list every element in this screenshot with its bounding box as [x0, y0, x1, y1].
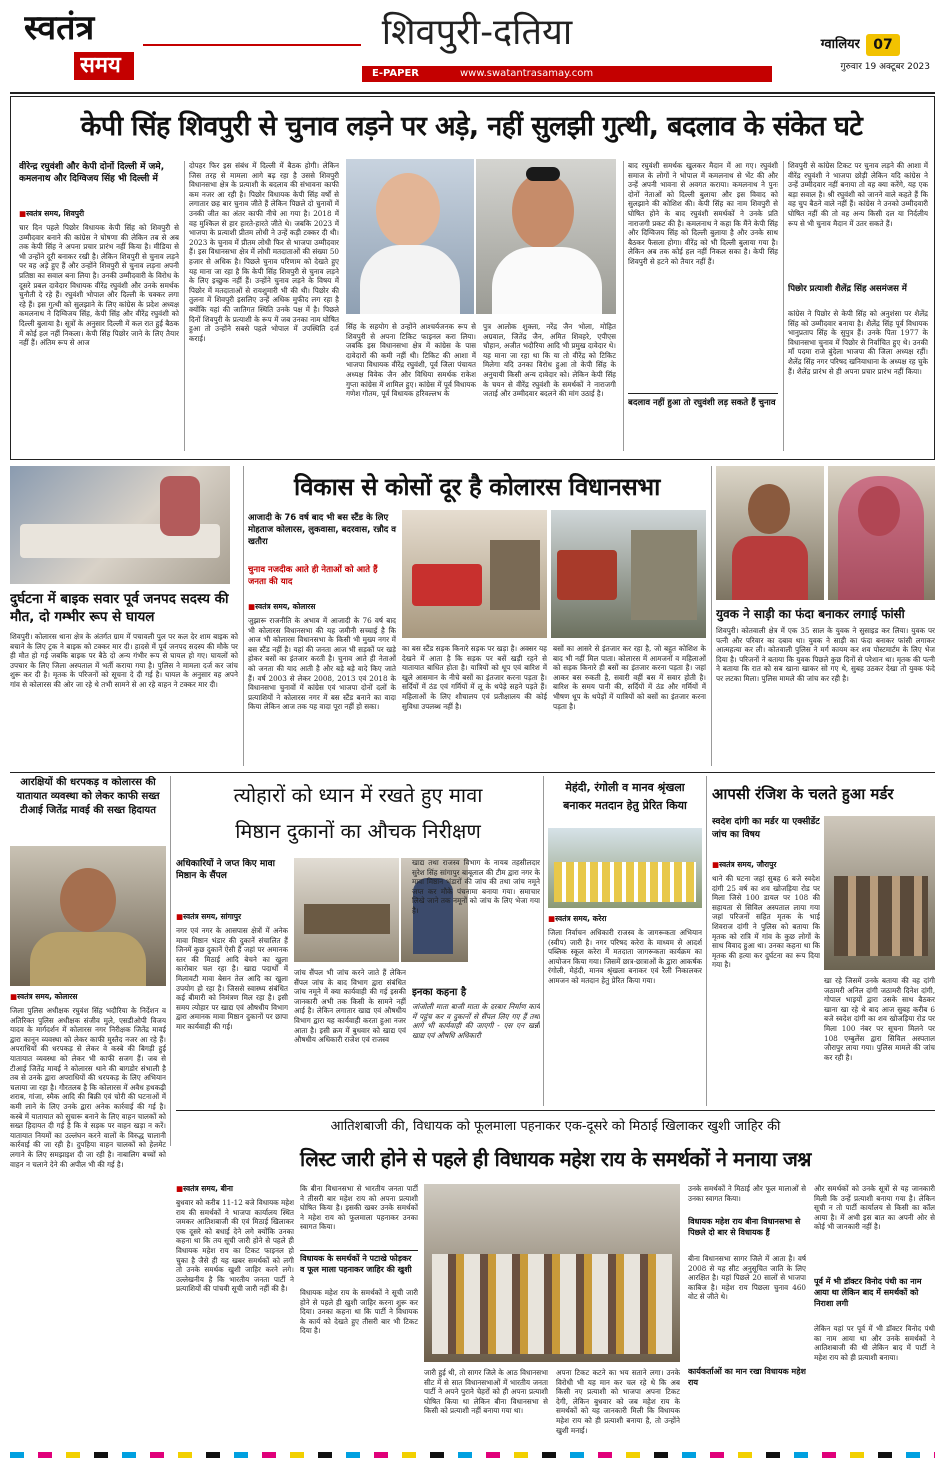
- story6-quote-label: इनका कहना है: [412, 987, 467, 998]
- story6-col2: जांच सैंपल भी जांच करने जाते हैं लेकिन सैंपल जांच के बाद विभाग द्वारा संबंधित जांच नमूने में क्या कार्यवाही की गई इसकी जानकारी अभी तक किसी के सामने नहीं आई है। लेकिन लगातार खाद्य एवं औषधीय विभाग द्वारा यह कार्यवाही करता हुआ नजर आता है। इसी क्रम में बुधवार को खाद्य एवं औषधीय अधिकारी राजेश एवं राजस्व: [294, 968, 406, 1045]
- bus-shape: [557, 550, 617, 600]
- photo-young-man: [716, 466, 824, 600]
- logo: [24, 8, 134, 84]
- story8-headline: आपसी रंजिश के चलते हुआ मर्डर: [712, 785, 894, 803]
- story6-sub: अधिकारियों ने जप्त किए मावा मिष्ठान के सैंपल: [176, 859, 275, 881]
- story4-headline: युवक ने साड़ी का फंदा बनाकर लगाई फांसी: [716, 607, 905, 621]
- photo-kp-singh: [346, 159, 474, 314]
- crowd-shape: [432, 1254, 672, 1354]
- page-number: 07: [866, 34, 900, 56]
- story9-kicker: आतिशबाजी की, विधायक को फूलमाला पहनाकर एक-दूसरे को मिठाई खिलाकर खुशी जाहिर की: [330, 1119, 781, 1134]
- photo-inspection-office: [294, 858, 399, 962]
- story3-headline: विकास से कोसों दूर है कोलारस विधानसभा: [294, 473, 660, 501]
- masthead: [0, 0, 945, 88]
- story8-sub: स्वदेश दांगी का मर्डर या एक्सीडेंट जांच का विषय: [712, 817, 820, 840]
- col-divider: [184, 161, 185, 451]
- masthead-rule-left: [143, 44, 361, 46]
- shop-shape: [490, 540, 540, 610]
- logo-line1: स्वतंत्र: [24, 8, 95, 48]
- story5-byline: ■ स्वतंत्र समय, कोलारस: [10, 992, 166, 1002]
- face-shape: [376, 173, 440, 247]
- story9-col6b: लेकिन यहां पर पूर्व में भी डॉक्टर विनोद पंथी का नाम आया था और उनके समर्थकों ने आतिशबाजी की थी लेकिन बाद में पार्टी ने महेश राय को ही प्रत्याशी बनाया।: [814, 1324, 935, 1362]
- issue-date: गुरुवार 19 अक्टूबर 2023: [840, 62, 930, 72]
- story4-text: शिवपुरी। कोतवाली क्षेत्र में एक 35 साल के युवक ने सुसाइड कर लिया। युवक पर पत्नी और परिवार का दबाव था। युवक ने साड़ी का फंदा बनाकर फांसी लगाकर आत्महत्या कर ली। कोतवाली पुलिस ने मर्ग कायम कर शव पोस्टमार्टम के लिए भेज दिया है। परिजनों ने बताया कि युवक पिछले कुछ दिनों से परेशान था। मृतक की पत्नी ने बताया कि रात को सब खाना खाकर सो गए थे, सुबह उठकर देखा तो युवक फंदे पर लटका मिला। पुलिस मामले की जांच कर रही है।: [716, 626, 935, 683]
- table-shape: [304, 904, 390, 934]
- row2-rule: [10, 772, 935, 773]
- story3-sub2: चुनाव नजदीक आते ही नेताओं को आते हैं जनता की याद: [248, 565, 378, 587]
- story8-byline: ■ स्वतंत्र समय, जौरापुर: [712, 860, 820, 870]
- col-divider: [243, 466, 244, 766]
- edition-title: शिवपुरी-दतिया: [381, 12, 573, 53]
- story3-col2: का बस स्टैंड सड़क किनारे सड़क पर खड़ा है। अक्सर यह देखने में आता है कि सड़क पर बसें खड़ी रहने से यातायात बाधित होता है। यात्रियों को धूप एवं बारिश में खुले आसमान के नीचे बसों का इंतजार करना पड़ता है। सर्दियों में ठंड एवं गर्मियों में लू के थपेड़े सहने पड़ते हैं। महिलाओं के लिए शौचालय एवं प्रतीक्षालय की कोई सुविधा उपलब्ध नहीं है।: [402, 644, 547, 711]
- epaper-label: E-PAPER: [372, 68, 419, 79]
- story9-sub-c5: विधायक महेश राय बीना विधानसभा से पिछले दो बार से विधायक हैं: [688, 1217, 801, 1237]
- story9-col1: बुधवार को करीब 11-12 बजे विधायक महेश राय की समर्थकों ने भाजपा कार्यालय स्थित जमकर आतिशबाजी की एवं मिठाई खिलाकर एक दूसरे को बधाई देने लगे क्योंकि उनका कहना था कि तय सूची जारी होने से पहले ही विधायक महेश राय का टिकट फाइनल हो चुका है जैसे ही यह खबर समर्थकों को लगी तो उनके समर्थक खुशी जाहिर करने लगे। उल्लेखनीय है कि भारतीय जनता पार्टी ने प्रत्याशियों की पांचवी सूची जारी नहीं की है।: [176, 1198, 294, 1294]
- face-shape: [512, 173, 574, 249]
- photo-students-rally: [548, 828, 702, 908]
- story6-headline-line1: त्योहारों को ध्यान में रखते हुए मावा: [233, 783, 483, 807]
- story1-sub2: पिछोर प्रत्याशी शैलेंद्र सिंह असमंजस में: [788, 284, 907, 294]
- story2: [10, 466, 238, 768]
- story9-headline: लिस्ट जारी होने से पहले ही विधायक महेश राय के समर्थकों ने मनाया जश्न: [300, 1147, 811, 1171]
- photo-bus-stand-crowd: [551, 510, 706, 638]
- story1-col4: पुत्र आलोक शुक्ला, नरेंद्र जैन भोला, मोहित अग्रवाल, जितेंद्र जैन, अमित शिवहरे, एपीएस चौहान, अजीत भदौरिया आदि भी प्रमुख दावेदार थे। यह माना जा रहा था कि या तो वीरेंद्र को टिकिट मिलेगा यदि उनका विरोध हुआ तो केपी सिंह के अनुयायी किसी अन्य दावेदार को। लेकिन केपी सिंह के चयन से वीरेंद्र रघुवंशी के समर्थकों ने नाराजगी जताई और उम्मीदवार बदलने की मांग उठाई है।: [483, 322, 616, 399]
- story2-text: शिवपुरी। कोलारस थाना क्षेत्र के अंतर्गत ग्राम में पचावली पुल पर कल देर शाम बाइक को बचाने के लिए ट्रक ने बाइक को टक्कर मार दी। हादसे में पूर्व जनपद सदस्य की मौके पर ही मौत हो गई जबकि बाइक पर बैठे दो अन्य गंभीर रूप से घायल हो गए। घायलों को उपचार के लिए जिला अस्पताल में भर्ती कराया गया है। पुलिस ने मामला दर्ज कर जांच शुरू कर दी है। मृतक के परिजनों को सूचना दे दी गई है। घायल के अनुसार वह अपने गांव से कोलारस की ओर जा रहे थे तभी सामने से आ रहे वाहन ने टक्कर मार दी।: [10, 632, 238, 689]
- col-divider: [711, 466, 712, 766]
- face-shape: [60, 868, 116, 932]
- masthead-rule: [10, 92, 935, 94]
- uniform-shape: [30, 932, 146, 986]
- website-url[interactable]: www.swatantrasamay.com: [460, 68, 594, 79]
- story4: [716, 466, 935, 768]
- kurta-shape: [492, 247, 602, 314]
- story1-subhead: वीरेन्द्र रघुवंशी और केपी दोनों दिल्ली में जमे, कमलनाथ और दिग्विजय सिंह भी दिल्ली में: [19, 162, 165, 184]
- students-shape: [554, 862, 696, 902]
- story9-col2: कि बीना विधानसभा से भारतीय जनता पार्टी ने तीसरी बार महेश राय को अपना प्रत्याशी घोषित किया है। इसकी खबर उनके समर्थकों ने महेश राय को फूलमाला पहनाकर उनका स्वागत किया।: [300, 1184, 418, 1232]
- story9-col3: जारी हुई थी, तो सागर जिले के आठ विधानसभा सीट में से सात विधानसभाओं में भारतीय जनता पार्टी ने अपने पुराने चेहरों को ही अपना प्रत्याशी घोषित किया था लेकिन बीना विधानसभा से किसी को प्रत्याशी नहीं बनाया गया था।: [424, 1368, 548, 1416]
- shirt-shape: [732, 536, 808, 600]
- col-divider: [543, 776, 544, 1106]
- story6-col3: खाद्य तथा राजस्व विभाग के नायब तहसीलदार सुरेश सिंह सांगापुर बाबूलाल की टीम द्वारा नगर के मावा मिष्ठान भंडारों की जांच की तथा जांच नमूने जप्त कर मौके पंचनामा बनाया गया। समाचार लिखे जाने तक नमूनों को जांच के लिए भेजा गया है।: [412, 858, 540, 915]
- story6-quote: जांजोली माता बाजी माता के दरबार निर्माण कार्य में पहुंच कर व दुकानों से सैंपल लिए गए हैं तथा आगे भी कार्यवाही की जाएगी - एस एन खन्नी खाद्य एवं औषधि अधिकारी: [412, 1002, 540, 1040]
- story8: [712, 776, 935, 1106]
- face-shape: [748, 484, 790, 534]
- story7-headline-line2: बनाकर मतदान हेतु प्रेरित किया: [563, 799, 687, 812]
- story1-col6b: कांग्रेस ने पिछोर से केपी सिंह को अनुशंसा पर शैलेंद्र सिंह को उम्मीदवार बनाया है। शैलेंद्र सिंह पूर्व विधायक भानुप्रताप सिंह के सुपुत्र हैं। उनके पिता 1977 के विधानसभा चुनाव में पिछोर से निर्वाचित हुए थे। उनकी माँ पदमा राजे बुंदेला भाजपा की जिला अध्यक्ष रहीं। शैलेंद्र सिंह नगर परिषद खनियाधाना के अध्यक्ष रह चुके हैं। शैलेंद्र प्रारंभ से ही अपना प्रचार प्रारंभ नहीं किया।: [788, 309, 928, 376]
- crowd-shape: [834, 876, 928, 956]
- story1-col3: सिंह के सहयोग से उन्होंने आश्चर्यजनक रूप से शिवपुरी से अपना टिकिट फाइनल करा लिया। जबकि इस विधानसभा क्षेत्र में कांग्रेस के पास दावेदारों की कमी नहीं थी। टिकिट की आशा में भाजपा विधायक वीरेंद्र रघुवंशी, पूर्व जिला पंचायत अध्यक्ष विवेक जैन और विधिया समर्थक राकेश गुप्ता कांग्रेस में शामिल हुए। कांग्रेस में पूर्व विधायक गणेश गौतम, पूर्व विधायक हरिवल्लभ के: [346, 322, 476, 399]
- story5: [10, 776, 166, 1436]
- story1-byline: ■ स्वतंत्र समय, शिवपुरी: [19, 209, 179, 219]
- story9-col5b: बीना विधानसभा सागर जिले में आता है। वर्ष 2008 से यह सीट अनुसूचित जाति के लिए आरक्षित है। यहां पिछले 20 सालों से भाजपा काबिज है। महेश राय पिछला चुनाव 460 वोट से जीते थे।: [688, 1254, 806, 1302]
- story5-headline: आरक्षियों की धरपकड़ व कोलारस की यातायात व्यवस्था को लेकर काफी सख्त टीआई जितेंद्र मावई की सख्त हिदायत: [16, 777, 160, 816]
- story5-text: जिला पुलिस अधीक्षक रघुवंश सिंह भदौरिया के निर्देशन व अतिरिक्त पुलिस अधीक्षक संजीव मुले, एसडीओपी विजय यादव के मार्गदर्शन में कोलारस नगर निरीक्षक जितेंद्र मावई द्वारा कानून व्यवस्था को लेकर काफी मुस्तैद नजर आ रहे हैं। अपराधियों की धरपकड़ से लेकर वे कस्बे की बिगड़ी हुई यातायात व्यवस्था को लेकर भी काफी सजग हैं। जब से टीआई जितेंद्र मावई ने कोलारस थाने की बागडोर संभाली है तब से उनके द्वारा अपराधियों की धरपकड़ के लिए अभियान चलाया जा रहा है। गौरतलब है कि कोलारस में अवैध हथकढ़ी शराब, गांजा, स्मैक आदि की बिक्री एवं चोरी की घटनाओं में कमी लाने के लिए उनके द्वारा अनेक कार्रवाई की गई है। कस्बे में यातायात को सुचारू बनाने के लिए वाहन चालकों को सख्त हिदायत दी गई है कि वे सड़क पर वाहन खड़ा न करें। यातायात नियमों का उल्लंघन करने वालों के विरुद्ध चालानी कार्रवाई की जा रही है। दुपहिया वाहन चालकों को हेलमेट लगाने के लिए समझाइश दी जा रही है। नाबालिग बच्चों को वाहन न चलाने देने की अपील भी की गई है।: [10, 1006, 166, 1169]
- story9-col4: अपना टिकट कटने का भय सताने लगा। उनके विरोधी भी यह मान कर चल रहे थे कि अब किसी नए प्रत्याशी को भाजपा अपना टिकट देगी, लेकिन बुधवार को जब महेश राय के समर्थकों को यह जानकारी मिली कि विधायक महेश राय को ही प्रत्याशी बनाया है, तो उन्होंने खुशी मनाई।: [556, 1368, 680, 1435]
- story7-byline: ■ स्वतंत्र समय, करेरा: [548, 914, 702, 924]
- story7-headline-line1: मेहंदी, रंगोली व मानव श्रृंखला: [565, 781, 685, 794]
- bus-shape: [412, 564, 482, 606]
- story8-col2: खा रहे जिसमें उनके बताया की वह दांगी जठामरी अनिल दांगी जठामरी दिनेश दांगी, गोपाल भाइयों द्वारा उसके साथ बैठकर खाना खा रहे थे बाद आज सुबह करीब 6 बजे स्वदेश दांगी का शव खोजड़िया रोड पर मिला 100 नंबर पर सूचना मिलने पर 108 एम्बुलेंस द्वारा सिविल अस्पताल जौरापुर लाया गया। पुलिस मामले की जांच कर रही है।: [824, 976, 935, 1062]
- story3: [248, 466, 706, 768]
- photo-bus-stand-street: [402, 510, 547, 638]
- saree-shape: [838, 476, 924, 600]
- story9-byline: ■ स्वतंत्र समय, बीना: [176, 1184, 294, 1194]
- photo-woman: [828, 466, 935, 600]
- story1-col1: चार दिन पहले पिछोर विधायक केपी सिंह को शिवपुरी से उम्मीदवार बनाने की कांग्रेस ने घोषणा की लेकिन तब से अब तक केपी सिंह ने अपना प्रचार प्रारंभ नहीं किया है। मीडिया से भी उन्होंने दूरी बनाकर रखी है। लेकिन शिवपुरी से चुनाव लड़ने पर वह अड़े हुए हैं और उन्होंने शिवपुरी से चुनाव लड़ना अपनी प्रतिष्ठा का सवाल बना लिया है। उनकी उम्मीदवारी के विरोध के दूसरे प्रबल दावेदार विधायक वीरेंद्र रघुवंशी और उनके समर्थक चुनौती दे रहे हैं। रघुवंशी भोपाल और दिल्ली के चक्कर लगा रहे हैं। इस गुत्थी को सुलझाने के लिए कांग्रेस के प्रदेश अध्यक्ष कमलनाथ ने दिग्विजय सिंह, केपी सिंह और वीरेंद्र रघुवंशी को दिल्ली बुलाया है। सूत्रों के अनुसार दिल्ली में कल रात हुई बैठक में कोई हल नहीं निकला। केपी सिंह पिछोर जाने के लिए तैयार नहीं हैं। अंतिम रूप से आज: [19, 223, 179, 348]
- story3-col3: बसों का आसरे से इंतजार कर रहा है, जो बहुत कोशिश के बाद भी नहीं मिल पाता। कोलारस में आमजनों व महिलाओं को सड़क किनारे ही बसों का इंतजार करना पड़ता है। जहां आकर बस रुकती है, सवारी वहीं बस में सवार होती है। बारिश के समय पानी की, सर्दियों में ठंड और गर्मियों में भीषण धूप के थपेड़ों में यात्रियों को बसों का इंतजार करना पड़ता है।: [553, 644, 706, 711]
- footer-color-bar: [10, 1452, 935, 1458]
- story6-byline: ■ स्वतंत्र समय, सांगापुर: [176, 912, 288, 922]
- story7: [548, 776, 702, 1106]
- story2-headline: दुर्घटना में बाइक सवार पूर्व जनपद सदस्य की मौत, दो गम्भीर रूप से घायल: [10, 591, 229, 625]
- story1-headline: केपी सिंह शिवपुरी से चुनाव लड़ने पर अड़े, नहीं सुलझी गुत्थी, बदलाव के संकेत घटे: [80, 111, 863, 142]
- story9-sub-c6: पूर्व में भी डॉक्टर विनोद पंथी का नाम आया था लेकिन बाद में समर्थकों को निराशा लगी: [814, 1277, 922, 1308]
- story9-sub-c5b: कार्यकर्ताओं का मान रखा विधायक महेश राय: [688, 1367, 806, 1387]
- story1-col6: शिवपुरी से कांग्रेस टिकट पर चुनाव लड़ने की आशा में वीरेंद्र रघुवंशी ने भाजपा छोड़ी लेकिन यदि कांग्रेस ने उन्हें उम्मीदवार नहीं बनाया तो वह क्या करेंगे, यह एक बड़ा सवाल है। श्री रघुवंशी को जानने वाले कहते हैं कि वह चुप बैठने वाले नहीं हैं। कांग्रेस ने उनको उम्मीदवारी घोषित नहीं की तो वह अन्य किसी दल या निर्दलीय रूप से भी चुनाव मैदान में उतर सकते हैं।: [788, 161, 928, 228]
- story9: [176, 1114, 935, 1444]
- photo-crowd-hospital: [824, 816, 935, 970]
- col-divider: [706, 776, 707, 1106]
- city-name: ग्वालियर: [820, 37, 860, 52]
- col-divider: [623, 161, 624, 451]
- logo-line2: समय: [80, 53, 121, 78]
- row3-rule: [176, 1110, 935, 1111]
- story6-headline-line2: मिष्ठान दुकानों का औचक निरीक्षण: [235, 819, 481, 843]
- photo-celebration-crowd: [424, 1184, 680, 1362]
- story7-text: जिला निर्वाचन अधिकारी राजस्व के जागरूकता अभियान (स्वीप) जारी है। नगर परिषद करेरा के माध्यम से आदर्श पब्लिक स्कूल करेरा में मतदाता जागरूकता कार्यक्रम का आयोजन किया गया। जिसमें छात्र-छात्राओं के द्वारा आकर्षक रंगोली, मेहंदी, मानव श्रृंखला बनाकर एवं रैली निकालकर आमजन को मतदान हेतु प्रेरित किया गया।: [548, 928, 702, 985]
- story1-col5: बाद रघुवंशी समर्थक खुलकर मैदान में आ गए। रघुवंशी समाज के लोगों ने भोपाल में कमलनाथ से भेंट की और उन्हें अपनी भावना से अवगत कराया। कमलनाथ ने पुनः दोनों नेताओं को दिल्ली बुलाया और इस विवाद को सुलझाने की कोशिश की। केपी सिंह का नाम शिवपुरी से घोषित होने के बाद रघुवंशी समर्थकों ने उनके प्रति नाराजगी प्रकट की है। कमलनाथ ने कहा कि मैंने केपी सिंह और दिग्विजय सिंह को दिल्ली बुलाया है और उनके साथ बैठकर फैसला होगा। वीरेंद्र को भी दिल्ली बुलाया गया है। लेकिन अब तक कोई हल नहीं निकल सका है। केपी सिंह शिवपुरी से हटने को तैयार नहीं हैं।: [628, 161, 778, 266]
- story3-col1: जुझारू राजनीति के अभाव में आजादी के 76 वर्ष बाद भी कोलारस विधानसभा की यह जमीनी सच्चाई है कि आज भी कोलारस विधानसभा के किसी भी मुख्य नगर में बस स्टैंड नहीं है। यहां की जनता आज भी सड़कों पर खड़े होकर बसों का इंतजार करती है। चुनाव आते ही नेताओं को जनता की याद आती है और बड़े बड़े वादे किए जाते हैं। वर्ष 2003 से लेकर 2008, 2013 एवं 2018 के विधानसभा चुनावों में कांग्रेस एवं भाजपा दोनों दलों के प्रत्याशियों ने कोलारस नगर में बस स्टैंड बनाने का वादा किया लेकिन आज तक यह वादा पूरा नहीं हो सका।: [248, 616, 396, 712]
- story6: [176, 776, 540, 1106]
- story9-col6: और समर्थकों को उनके सूत्रों से यह जानकारी मिली कि उन्हें प्रत्याशी बनाया गया है। लेकिन सूची न तो पार्टी कार्यालय से किसी का कॉल आया है। में अभी इस बात का अपनी ओर से कोई भी जानकारी नहीं है।: [814, 1184, 935, 1232]
- building-shape: [631, 530, 697, 620]
- story9-col5: उनके समर्थकों ने मिठाई और फूल मालाओं से उनका स्वागत किया।: [688, 1184, 806, 1203]
- story1-col2: दोपहर फिर इस संबंध में दिल्ली में बैठक होगी। लेकिन जिस तरह से मामला आगे बढ़ रहा है उससे शिवपुरी विधानसभा क्षेत्र के प्रत्याशी के बदलाव की संभावना काफी कम नजर आ रही है। पिछोर विधायक केपी सिंह वर्षों से लगातार छह बार चुनाव जीते हैं लेकिन पिछले दो चुनावों में उनकी जीत का अंतर काफी नीचे आ गया है। 2018 में वह मुश्किल से हार हारते-हारते जीते थे। जबकि 2023 में भाजपा के प्रत्याशी प्रीतम लोधी ने उन्हें कड़ी टक्कर दी थी। 2023 के चुनाव में प्रीतम लोधी फिर से भाजपा उम्मीदवार हैं। इस विधानसभा क्षेत्र में लोधी मतदाताओं की संख्या 50 हजार से अधिक है। पिछले चुनाव परिणाम को देखते हुए यह माना जा रहा है कि केपी सिंह शिवपुरी से चुनाव लड़ने के लिए इच्छुक नहीं हैं। उन्होंने चुनाव लड़ने के विषय में पिछोर में मतदाताओं से रायशुमारी भी की थी। पिछोर की तुलना में शिवपुरी इसलिए उन्हें अधिक मुफीद लग रहा है क्योंकि यहां की जातिगत स्थिति उनके पक्ष में है। पिछले दिनों शिवपुरी के प्रत्याशी के रूप में जब उनका नाम घोषित हुआ तो उन्होंने सबसे पहले भोपाल में उपस्थिति दर्ज कराई।: [189, 161, 339, 343]
- story1-callout: बदलाव नहीं हुआ तो रघुवंशी लड़ सकते हैं चुनाव: [628, 393, 778, 409]
- story3-sub1: आजादी के 76 वर्ष बाद भी बस स्टैंड के लिए मोहताज कोलारस, लुकवासा, बदरवास, रन्नौद व खतौरा: [248, 513, 396, 547]
- story6-col1: नगर एवं नगर के आसपास क्षेत्रों में अनेक मावा मिष्ठान भंडार की दुकानें संचालित हैं जिनमें कुछ दुकानें ऐसी हैं जहां पर अमानक स्तर की मिठाई आदि बेचने का खुला कारोबार चल रहा है। खाद्य पदार्थों में मिलावटी मावा बेसन तेल आदि का खुला उपयोग हो रहा है। जिससे स्वास्थ्य संबंधित कई बीमारी को निमंत्रण मिल रहा है। इसी समय त्योहार पर खाद्य एवं औषधीय विभाग द्वारा अमानक मावा मिष्ठान दुकानों पर छापा मार कार्यवाही की गई।: [176, 926, 288, 1031]
- story3-byline: ■ स्वतंत्र समय, कोलारस: [248, 602, 398, 612]
- story9-sub-inline: विधायक के समर्थकों ने पटाखे फोड़कर व फूल माला पहनाकर जाहिर की खुशी: [300, 1250, 418, 1275]
- story1: [10, 96, 935, 460]
- photo-hospital-patient: [10, 466, 230, 584]
- col-divider: [783, 161, 784, 451]
- person-shape: [160, 476, 200, 536]
- photo-virendra-raghuvanshi: [476, 159, 616, 314]
- hair-shape: [526, 167, 560, 181]
- col-divider: [170, 776, 171, 1146]
- kurta-shape: [360, 245, 460, 314]
- story8-col1: थाने की घटना जहां सुबह 6 बजे स्वदेश दांगी 25 वर्ष का शव खोजड़िया रोड पर मिला जिसे 100 डायल पर 108 की सहायता से सिविल अस्पताल लाया गया जहां परिजनों सहित मृतक के भाई शिवराज दांगी ने पुलिस को बताया कि मृतक को रात्रि में गांव के कुछ लोगों के साथ विवाद हुआ था। उनका कहना था कि मृतक की हत्या कर दुर्घटना का रूप दिया गया है।: [712, 874, 820, 970]
- photo-ti-jitendra-mavai: [10, 846, 166, 986]
- story9-col2b: विधायक महेश राय के समर्थकों ने सूची जारी होने से पहले ही खुशी जाहिर करना शुरू कर दिया। उनका कहना था कि पार्टी ने विधायक के कार्य को देखते हुए तीसरी बार भी टिकट दिया है।: [300, 1288, 418, 1336]
